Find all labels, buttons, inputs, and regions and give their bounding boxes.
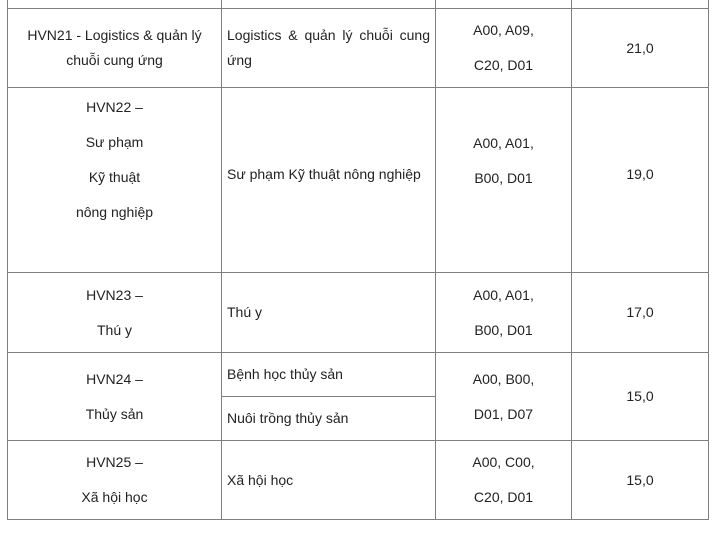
major-name-text: Xã hội học [227, 471, 294, 488]
major-name-cell [222, 353, 436, 397]
subject-combo-line: C20, D01 [473, 57, 534, 73]
admission-scores-table [7, 0, 709, 520]
program-code-cell [8, 273, 222, 353]
table-row-hvn22 [8, 88, 709, 273]
subject-combo-line: B00, D01 [474, 170, 533, 186]
program-code-text: Xã hội học [81, 489, 148, 505]
program-code-cell [8, 88, 222, 273]
score-cell [572, 273, 709, 353]
major-name-cell [222, 397, 436, 441]
program-code-text: HVN21 - Logistics & quản lý chuỗi cung ứng [27, 27, 202, 68]
major-name-cell [222, 441, 436, 520]
major-name-cell [222, 273, 436, 353]
subject-combo-line: C20, D01 [473, 489, 534, 505]
program-code-text: HVN23 – [86, 286, 143, 303]
table-row-hvn21 [8, 9, 709, 88]
score-value: 15,0 [626, 388, 654, 404]
major-name-text: Bệnh học thủy sản [227, 366, 343, 382]
program-code-text: HVN24 – [86, 370, 143, 387]
program-code-text: HVN22 – [86, 99, 143, 115]
subject-combo-line: A00, C00, [472, 454, 535, 470]
program-code-text: Thú y [96, 321, 132, 338]
subject-combo-line: B00, D01 [474, 321, 533, 338]
subject-combo-line: A00, A09, [473, 22, 534, 38]
subject-combo-cell [436, 353, 572, 441]
program-code-text: Thủy sản [85, 405, 144, 422]
subject-combo-line: A00, A01, [473, 135, 534, 151]
subject-combo-line: A00, A01, [473, 286, 534, 303]
program-code-text: nông nghiệp [75, 204, 154, 220]
major-name-cell [222, 88, 436, 273]
subject-combo-line: D01, D07 [473, 405, 534, 422]
program-code-cell [8, 9, 222, 88]
program-code-text: Sư phạm [85, 134, 144, 150]
subject-combo-line: A00, B00, [472, 370, 535, 387]
score-value: 21,0 [626, 39, 654, 56]
subject-combo-cell [436, 88, 572, 273]
program-code-text: HVN25 – [86, 454, 143, 470]
major-name-cell [222, 9, 436, 88]
major-name-text: Thú y [227, 304, 263, 320]
program-code-text: Kỹ thuật [88, 169, 141, 185]
subject-combo-cell [436, 273, 572, 353]
score-cell [572, 9, 709, 88]
score-value: 17,0 [626, 304, 654, 320]
program-code-cell [8, 441, 222, 520]
score-cell [572, 88, 709, 273]
subject-combo-cell [436, 9, 572, 88]
major-name-text: Logistics & quản lý chuỗi cung ứng [227, 27, 430, 68]
major-name-text: Sư phạm Kỹ thuật nông nghiệp [227, 166, 421, 182]
table-row-hvn24 [8, 353, 709, 397]
score-value: 19,0 [626, 166, 654, 182]
table-row-hvn25 [8, 441, 709, 520]
score-value: 15,0 [626, 471, 654, 488]
program-code-cell [8, 353, 222, 441]
table-row-hvn23 [8, 273, 709, 353]
table-row-previous-partial [8, 0, 709, 9]
subject-combo-cell [436, 441, 572, 520]
score-cell [572, 353, 709, 441]
score-cell [572, 441, 709, 520]
major-name-text: Nuôi trồng thủy sản [227, 410, 349, 426]
